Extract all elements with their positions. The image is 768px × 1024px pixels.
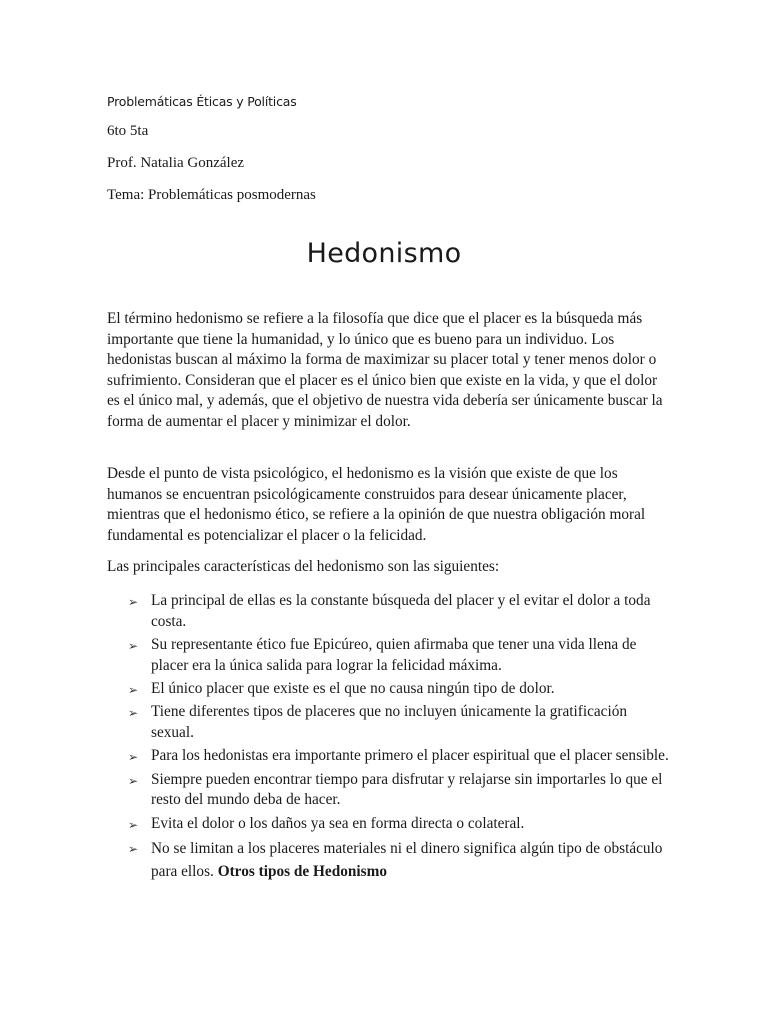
list-item — [128, 814, 673, 835]
list-item — [128, 746, 673, 767]
section-heading-inline: Otros tipos de Hedonismo — [217, 863, 387, 881]
arrow-bullet-icon: ➢ — [128, 817, 139, 832]
list-item-text: La principal de ellas es la constante búsqueda del placer y el evitar el dolor a toda costa. — [151, 592, 651, 630]
course-name: Problemáticas Éticas y Políticas — [107, 94, 297, 109]
document-title: Hedonismo — [306, 238, 462, 269]
paragraph-characteristics-intro: Las principales características del hedonismo son las siguientes: — [107, 558, 500, 575]
list-item-text: No se limitan a los placeres materiales ni el dinero significa algún tipo de obstáculo para ellos. — [151, 840, 663, 881]
characteristics-list — [128, 591, 673, 886]
list-item — [128, 635, 673, 676]
arrow-bullet-icon: ➢ — [128, 682, 139, 697]
arrow-bullet-icon: ➢ — [128, 595, 139, 609]
list-item-text: Para los hedonistas era importante primero el placer espiritual que el placer sensible. — [151, 747, 669, 765]
list-item — [128, 837, 673, 883]
arrow-bullet-icon: ➢ — [128, 638, 139, 653]
grade-line: 6to 5ta — [107, 123, 149, 139]
list-item-text: Tiene diferentes tipos de placeres que no incluyen únicamente la gratificación sexual. — [151, 703, 628, 741]
list-item — [128, 591, 673, 632]
arrow-bullet-icon: ➢ — [128, 773, 139, 788]
list-item-text: El único placer que existe es el que no causa ningún tipo de dolor. — [151, 679, 555, 697]
professor-line: Prof. Natalia González — [107, 155, 245, 171]
paragraph-psychological: Desde el punto de vista psicológico, el hedonismo es la visión que existe de que los humanos se encuentran psicológicamente construidos para desear únicamente placer, mientras que el hedonismo ético, se refiere a la opinión de que nuestra obligación moral fundamental es potencializar el placer o la felicidad. — [107, 465, 646, 544]
list-item — [128, 679, 673, 700]
arrow-bullet-icon: ➢ — [128, 750, 139, 765]
list-item-text: Siempre pueden encontrar tiempo para disfrutar y relajarse sin importarles lo que el resto del mundo deba de hacer. — [151, 770, 663, 809]
list-item — [128, 770, 673, 811]
paragraph-intro: El término hedonismo se refiere a la filosofía que dice que el placer es la búsqueda más importante que tiene la humanidad, y lo único que es bueno para un individuo. Los hedonistas buscan al máximo la forma de maximizar su placer total y tener menos dolor o sufrimiento. Consideran que el placer es el único bien que existe en la vida, y que el dolor es el único mal, y además, que el objetivo de nuestra vida debería ser únicamente buscar la forma de aumentar el placer y minimizar el dolor. — [107, 310, 663, 430]
list-item-text: Evita el dolor o los daños ya sea en forma directa o colateral. — [151, 814, 525, 832]
list-item-text: Su representante ético fue Epicúreo, quien afirmaba que tener una vida llena de placer era la única salida para lograr la felicidad máxima. — [151, 635, 637, 674]
list-item — [128, 702, 673, 743]
arrow-bullet-icon: ➢ — [128, 842, 139, 857]
arrow-bullet-icon: ➢ — [128, 706, 139, 721]
topic-line: Tema: Problemáticas posmodernas — [107, 187, 316, 203]
